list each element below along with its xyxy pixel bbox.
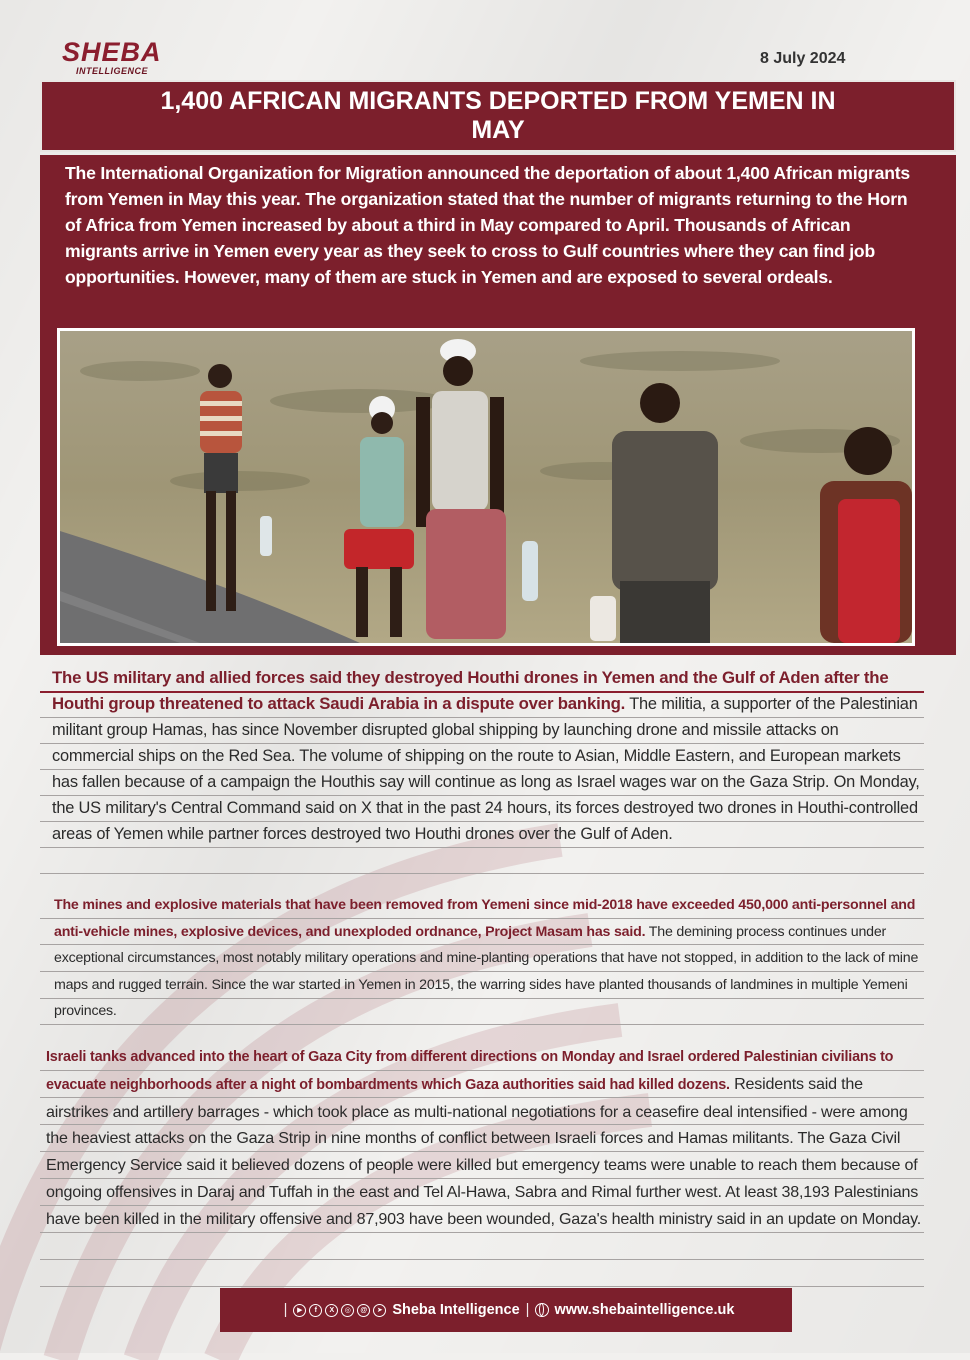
- article-lead: The US military and allied forces said they destroyed Houthi drones in Yemen and the Gulf of Aden after the Houthi group threatened to attack Saudi Arabia in a dispute over banking.: [52, 668, 889, 713]
- divider: [40, 1259, 924, 1260]
- youtube-icon[interactable]: ▶: [293, 1304, 306, 1317]
- logo-wordmark: SHEBA: [62, 37, 162, 67]
- footer-brand[interactable]: Sheba Intelligence: [392, 1302, 520, 1318]
- footer-bar: | ▶ f X ◎ @ ➤ Sheba Intelligence | www.shebaintelligence.uk: [220, 1288, 792, 1332]
- article-body: The demining process continues under exceptional circumstances, most notably military operations and mine-planting operations that have not stopped, in addition to the lack of mine maps and rugged terrain. Since the war started in Yemen in 2015, the warring sides have planted thousands of landmines in multiple Yemeni provinces.: [54, 923, 919, 1019]
- website-link[interactable]: www.shebaintelligence.uk: [554, 1302, 735, 1318]
- issue-date: 8 July 2024: [760, 50, 846, 67]
- page-title: 1,400 AFRICAN MIGRANTS DEPORTED FROM YEMEN IN MAY: [160, 87, 836, 144]
- article-houthi-drones: [40, 665, 924, 847]
- x-icon[interactable]: X: [325, 1304, 338, 1317]
- headline-bar: [40, 80, 956, 152]
- article-lead: Israeli tanks advanced into the heart of Gaza City from different directions on Monday and Israel ordered Palestinian civilians to evacuate neighborhoods after a night of bombardments which Gaza authorities said had killed dozens.: [46, 1049, 894, 1093]
- logo-subtitle: INTELLIGENCE: [76, 66, 149, 76]
- facebook-icon[interactable]: f: [309, 1304, 322, 1317]
- divider: [40, 873, 924, 874]
- instagram-icon[interactable]: ◎: [341, 1304, 354, 1317]
- migrants-photo: [57, 328, 915, 646]
- article-demining: [40, 892, 924, 1025]
- globe-icon: [535, 1303, 549, 1317]
- sheba-logo[interactable]: [62, 38, 192, 78]
- divider: [40, 847, 924, 848]
- article-gaza: [40, 1043, 924, 1233]
- threads-icon[interactable]: @: [357, 1304, 370, 1317]
- article-lead: The mines and explosive materials that have been removed from Yemeni since mid-2018 have exceeded 450,000 anti-personnel and anti-vehicle mines, explosive devices, and unexploded ordnance, Project Masam has said.: [54, 897, 916, 940]
- intro-text: The International Organization for Migration announced the deportation of about 1,400 African migrants from Yemen in May this year. The organization stated that the number of migrants returning to the Horn of Africa from Yemen increased by about a third in May compared to April. Thousands of African migrants arrive in Yemen every year as they seek to cross to Gulf countries where they can find job opportunities. However, many of them are stuck in Yemen and are exposed to several ordeals.: [65, 163, 911, 287]
- article-body: The militia, a supporter of the Palestinian militant group Hamas, has since November disrupted global shipping by launching drone and missile attacks on commercial ships on the Red Sea. The volume of shipping on the route to Asian, Middle Eastern, and European markets has fallen because of a campaign the Houthis say will continue as long as Israel wages war on the Gaza Strip. On Monday, the US military's Central Command said on X that in the past 24 hours, its forces destroyed two drones in Houthi-controlled areas of Yemen while partner forces destroyed two Houthi drones over the Gulf of Aden.: [52, 695, 920, 843]
- telegram-icon[interactable]: ➤: [373, 1304, 386, 1317]
- divider: [40, 1286, 924, 1287]
- article-body: Residents said the airstrikes and artillery barrages - which took place as multi-national negotiations for a ceasefire deal intensified - were among the heaviest attacks on the Gaza Strip in nine months of conflict between Israeli forces and Hamas militants. The Gaza Civil Emergency Service said it believed dozens of people were killed but emergency teams were unable to reach them because of ongoing offensives in Daraj and Tuffah in the east and Tel Al-Hawa, Sabra and Rimal further west. At least 38,193 Palestinians have been killed in the military offensive and 87,903 have been wounded, Gaza's health ministry said in an update on Monday.: [46, 1074, 922, 1228]
- social-icons: [293, 1304, 386, 1317]
